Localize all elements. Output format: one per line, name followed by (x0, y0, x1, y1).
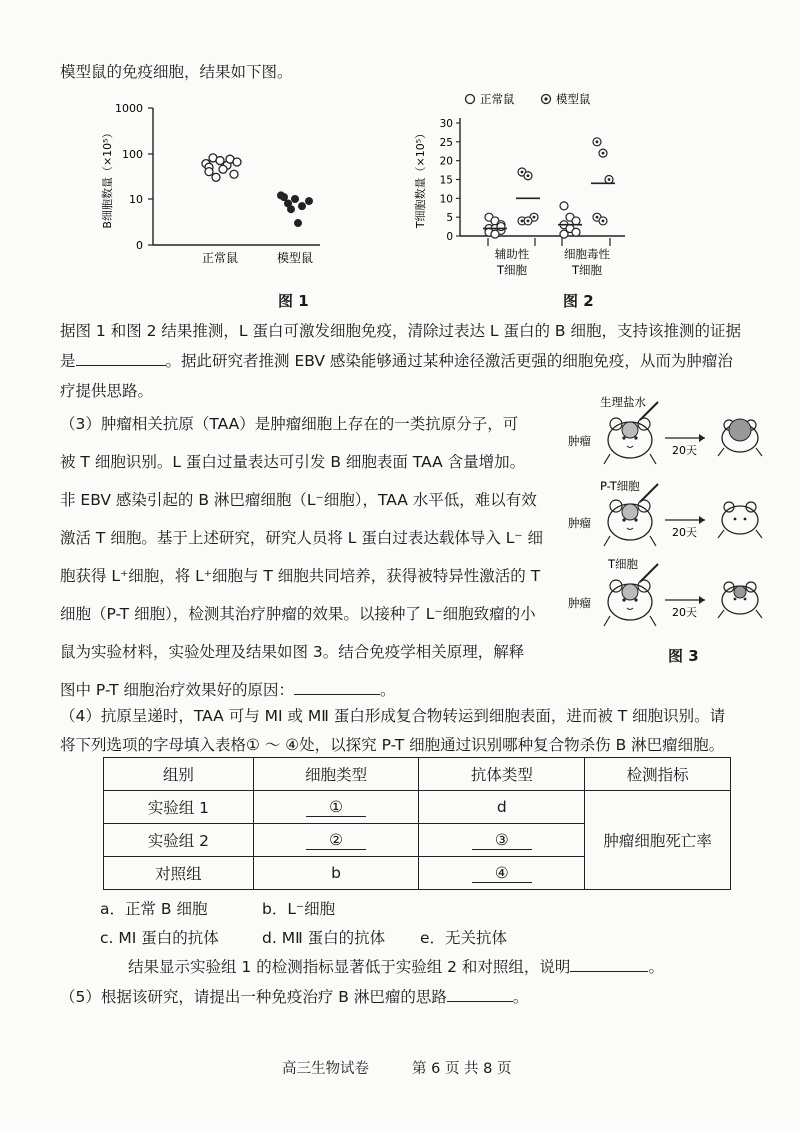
fig3-t-tumor-medium (734, 586, 746, 598)
figure-1-tick-label: 1000 (115, 102, 143, 115)
fig3-pt-tumor-label: 肿瘤 (568, 516, 591, 530)
figure-2-ylabel: T细胞数量（×10⁵） (414, 127, 427, 229)
table-cell-group: 对照组 (104, 857, 254, 890)
figure-2-point-model-dot (533, 216, 536, 219)
legend-normal-label: 正常鼠 (480, 92, 515, 106)
figure-2-tick-label: 30 (439, 118, 453, 130)
figure-1 (95, 100, 335, 300)
figure-1-tick-label: 0 (136, 239, 143, 252)
figure-1-points (202, 154, 313, 227)
figure-1-category-model: 模型鼠 (276, 251, 314, 265)
q3-line-2: 被 T 细胞识别。L 蛋白过量表达可引发 B 细胞表面 TAA 含量增加。 (60, 453, 526, 471)
fig3-t-tumor-label: 肿瘤 (568, 596, 591, 610)
q3-line-5: 胞获得 L⁺细胞，将 L⁺细胞与 T 细胞共同培养，获得被特异性激活的 T (60, 567, 541, 585)
figure-2 (410, 88, 660, 288)
footer-page: 第 6 页 共 8 页 (412, 1061, 512, 1077)
legend-normal-marker (466, 95, 475, 104)
fig3-t-tumor (622, 584, 638, 600)
table-cell-blank-2[interactable] (253, 824, 419, 857)
blank-2: ② (306, 831, 366, 850)
table-cell-blank-4[interactable] (419, 857, 585, 890)
figure-2-point-model-dot (521, 220, 524, 223)
figure-2-point-model-dot (527, 174, 530, 177)
intro-line: 模型鼠的免疫细胞，结果如下图。 (60, 63, 293, 81)
experiment-table (103, 757, 731, 890)
q3-answer-blank[interactable] (294, 694, 380, 695)
q4-line-2: 将下列选项的字母填入表格① ～ ④处，以探究 P-T 细胞通过识别哪种复合物杀伤 B 淋巴瘤细胞。 (60, 736, 725, 754)
option-a: a．正常 B 细胞 (100, 900, 208, 918)
option-e: e．无关抗体 (420, 929, 508, 947)
figure-1-plot (95, 100, 335, 300)
figure-1-category-normal: 正常鼠 (201, 251, 239, 265)
figure-2-points (483, 138, 615, 238)
table-header-row (104, 758, 731, 791)
figure-1-ylabel: B细胞数量（×10⁵） (101, 127, 114, 229)
q3-last-line-text: 图中 P-T 细胞治疗效果好的原因： (60, 681, 294, 699)
q5-line (60, 985, 528, 1007)
figure-2-tick-label: 25 (439, 136, 453, 149)
fig3-row-t (568, 557, 762, 626)
figure-1-point-normal (212, 173, 220, 181)
figure-2-tick-label: 10 (439, 193, 453, 206)
fig3-saline-days: 20天 (672, 444, 697, 457)
table-cell-blank-3[interactable] (419, 824, 585, 857)
figure-1-point-model (280, 193, 288, 201)
q2-line-3: 疗提供思路。 (60, 382, 154, 400)
figure-1-ticks (115, 102, 153, 252)
figure-3-drawing (560, 390, 780, 660)
q3-paragraph (60, 405, 543, 709)
fig3-pt-mouse-after (718, 502, 762, 538)
table-row (104, 791, 731, 824)
figure-1-point-model (298, 202, 306, 210)
figure-1-point-normal (230, 170, 238, 178)
table-cell-cell-type: b (253, 857, 419, 890)
figure-2-tick-label: 20 (439, 155, 453, 168)
table-cell-blank-1[interactable] (253, 791, 419, 824)
table-cell-group: 实验组 2 (104, 824, 254, 857)
legend-model-label: 模型鼠 (556, 92, 591, 106)
figure-2-point-model-dot (602, 152, 605, 155)
figure-2-ticks (440, 118, 460, 243)
figure-2-tick-label: 5 (446, 212, 453, 225)
q3-line-4: 激活 T 细胞。基于上述研究，研究人员将 L 蛋白过表达载体导入 L⁻ 细 (60, 529, 543, 547)
figure-2-point-normal (572, 228, 580, 236)
fig3-pt-tumor (622, 504, 638, 520)
result-text: 结果显示实验组 1 的检测指标显著低于实验组 2 和对照组，说明 (128, 958, 571, 976)
q3-line-1: （3）肿瘤相关抗原（TAA）是肿瘤细胞上存在的一类抗原分子，可 (60, 415, 519, 433)
figure-2-point-normal (560, 202, 568, 210)
q4-line-1: （4）抗原呈递时，TAA 可与 MⅠ 或 MⅡ 蛋白形成复合物转运到细胞表面，进而被 T 细胞识别。请 (60, 707, 726, 725)
figure-1-tick-label: 100 (122, 148, 143, 161)
figure-1-caption: 图 1 (278, 292, 309, 310)
legend-model-marker-dot (544, 97, 547, 100)
blank-3: ③ (472, 831, 532, 850)
fig3-saline-tumor-label: 肿瘤 (568, 434, 591, 448)
figure-2-point-model-dot (521, 171, 524, 174)
table-cell-group: 实验组 1 (104, 791, 254, 824)
result-end: 。 (648, 958, 664, 976)
arrow-head-icon (699, 596, 705, 604)
figure-1-point-model (291, 195, 299, 203)
fig3-t-label: T细胞 (608, 557, 639, 571)
arrow-head-icon (699, 516, 705, 524)
q2-line-2-start: 是 (60, 352, 76, 370)
table-header-cell-type: 细胞类型 (253, 758, 419, 791)
table-cell-indicator: 肿瘤细胞死亡率 (585, 791, 731, 890)
group1-label-line2: T细胞 (496, 263, 528, 277)
figure-1-point-normal (219, 165, 227, 173)
table-cell-antibody: d (419, 791, 585, 824)
q5-answer-blank[interactable] (447, 1001, 513, 1002)
syringe-icon (640, 484, 658, 502)
fig3-row-pt (568, 479, 762, 546)
q2-answer-blank[interactable] (76, 365, 166, 366)
fig3-saline-tumor-large (729, 419, 751, 441)
figure-2-point-model-dot (596, 216, 599, 219)
fig3-saline-label: 生理盐水 (600, 395, 646, 409)
figure-1-point-normal (205, 168, 213, 176)
figure-2-point-normal (560, 230, 568, 238)
blank-4: ④ (472, 864, 532, 883)
q3-last-line-end: 。 (380, 681, 396, 699)
q2-line-2-end: 。据此研究者推测 EBV 感染能够通过某种途径激活更强的细胞免疫，从而为肿瘤治 (165, 352, 733, 370)
figure-2-tick-label: 15 (439, 174, 453, 187)
fig3-row-saline (568, 395, 762, 464)
q5-text: （5）根据该研究，请提出一种免疫治疗 B 淋巴瘤的思路 (60, 988, 447, 1006)
figure-1-tick-label: 10 (129, 193, 143, 206)
q3-line-3: 非 EBV 感染引起的 B 淋巴瘤细胞（L⁻细胞），TAA 水平低，难以有效 (60, 491, 537, 509)
table-header-group: 组别 (104, 758, 254, 791)
figure-1-point-model (305, 197, 313, 205)
fig3-pt-label: P-T细胞 (600, 479, 640, 493)
arrow-head-icon (699, 434, 705, 442)
footer-subject: 高三生物试卷 (282, 1061, 369, 1077)
figure-2-caption: 图 2 (563, 292, 594, 310)
figure-2-point-model-dot (608, 178, 611, 181)
figure-2-point-model-dot (527, 220, 530, 223)
group2-label-line2: T细胞 (571, 263, 603, 277)
option-c: c. MⅠ 蛋白的抗体 (100, 929, 219, 947)
table-header-indicator: 检测指标 (585, 758, 731, 791)
q2-line-1: 据图 1 和图 2 结果推测，L 蛋白可激发细胞免疫，清除过表达 L 蛋白的 B 细胞，支持该推测的证据 (60, 322, 741, 340)
group1-label-line1: 辅助性 (494, 247, 530, 261)
option-d: d. MⅡ 蛋白的抗体 (262, 929, 386, 947)
group2-label-line1: 细胞毒性 (564, 247, 610, 261)
blank-1: ① (306, 798, 366, 817)
table-header-antibody: 抗体类型 (419, 758, 585, 791)
figure-2-plot (410, 88, 660, 288)
option-b: b．L⁻细胞 (262, 900, 336, 918)
q5-end: 。 (512, 988, 529, 1006)
figure-2-point-model-dot (602, 220, 605, 223)
figure-2-point-normal (572, 217, 580, 225)
q3-line-7: 鼠为实验材料，实验处理及结果如图 3。结合免疫学相关原理，解释 (60, 643, 525, 661)
figure-1-point-model (294, 219, 302, 227)
fig3-pt-days: 20天 (672, 526, 697, 539)
figure-3 (560, 390, 780, 660)
figure-2-tick-label: 0 (446, 231, 453, 243)
syringe-icon (640, 564, 658, 582)
figure-1-point-normal (233, 158, 241, 166)
figure-1-point-model (287, 205, 295, 213)
q4-paragraph (60, 702, 725, 760)
fig3-saline-tumor (622, 422, 638, 438)
q2-line-2 (60, 346, 741, 376)
result-line (128, 955, 664, 977)
q3-line-6: 细胞（P-T 细胞），检测其治疗肿瘤的效果。以接种了 L⁻细胞致瘤的小 (60, 605, 536, 623)
result-answer-blank[interactable] (570, 971, 648, 972)
figure-2-point-model-dot (596, 140, 599, 143)
figure-2-point-normal (497, 223, 505, 231)
figure-2-point-normal (491, 230, 499, 238)
fig3-t-days: 20天 (672, 606, 697, 619)
figure-3-caption: 图 3 (668, 647, 699, 665)
